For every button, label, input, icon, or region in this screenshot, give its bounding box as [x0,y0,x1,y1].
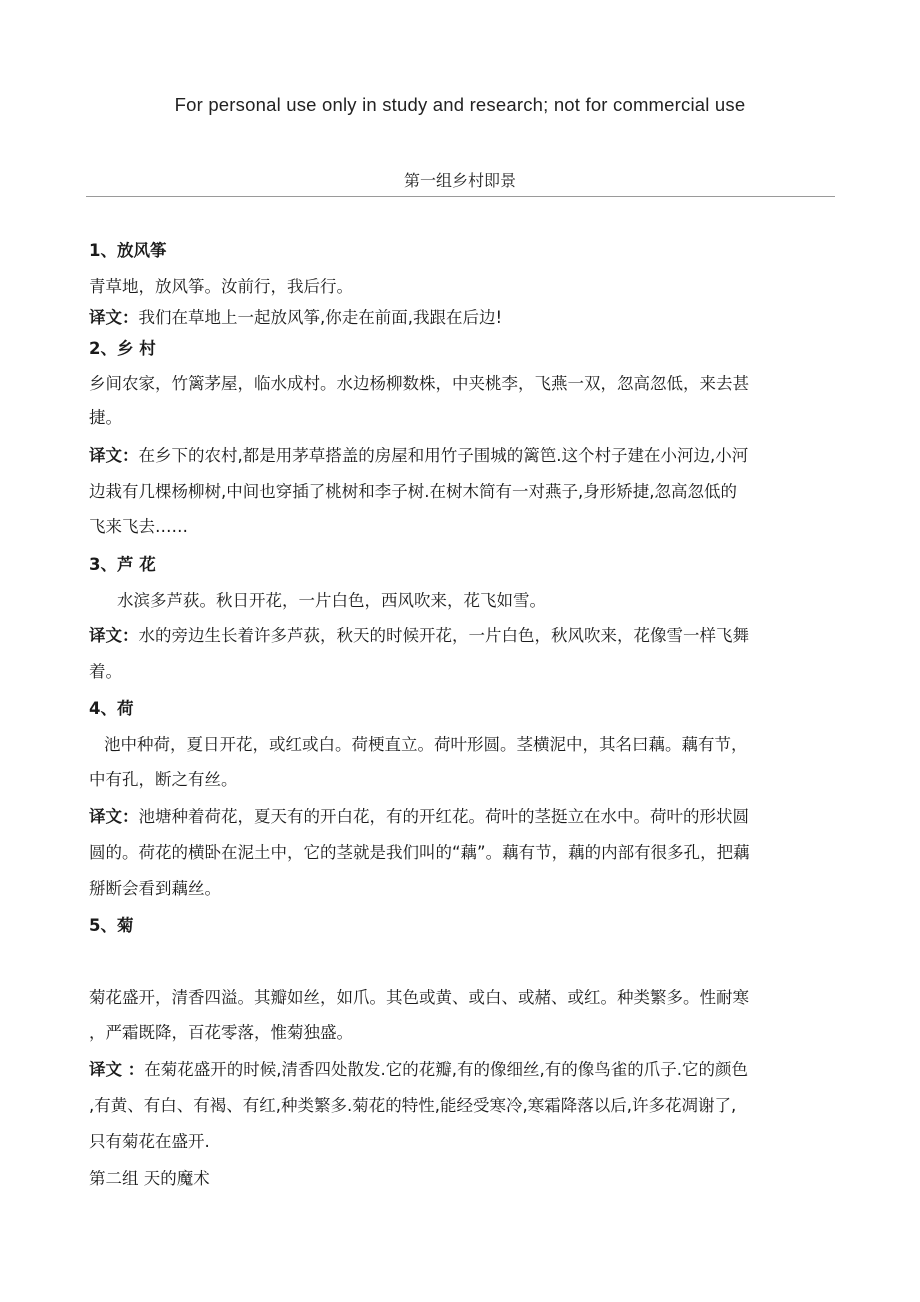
translation-line: 掰断会看到藕丝。 [89,879,221,898]
translation-label: 译文： [89,446,139,465]
translation-label: 译文 ： [89,1060,145,1079]
translation-text: 在乡下的农村,都是用茅草搭盖的房屋和用竹子围城的篱笆.这个村子建在小河边,小河 [138,446,749,465]
translation-line [89,1058,748,1082]
classical-text-line: 乡间农家，竹篱茅屋，临水成村。水边杨柳数株，中夹桃李，飞燕一双，忽高忽低，来去甚 [89,374,749,393]
page-header-title: 第一组乡村即景 [403,171,516,190]
section-heading: 2、乡 村 [89,339,156,358]
classical-text-line: 菊花盛开，清香四溢。其瓣如丝，如爪。其色或黄、或白、或赭、或红。种类繁多。性耐寒 [89,988,749,1007]
translation-line: ,有黄、有白、有褐、有红,种类繁多.菊花的特性,能经受寒冷,寒霜降落以后,许多花凋谢了, [89,1096,737,1115]
translation-line [89,624,749,648]
classical-text-line: 水滨多芦荻。秋日开花，一片白色，西风吹来，花飞如雪。 [117,591,546,610]
translation-label: 译文： [89,807,139,826]
section-heading: 1、放风筝 [89,241,167,260]
translation-text: 我们在草地上一起放风筝,你走在前面,我跟在后边! [138,308,503,327]
translation-text: 池塘种着荷花，夏天有的开白花，有的开红花。荷叶的茎挺立在水中。荷叶的形状圆 [138,807,749,826]
classical-text-line: 池中种荷，夏日开花，或红或白。荷梗直立。荷叶形圆。茎横泥中，其名曰藕。藕有节， [104,735,748,754]
translation-line: 圆的。荷花的横卧在泥土中，它的茎就是我们叫的“藕”。藕有节，藕的内部有很多孔，把藕 [89,843,750,862]
translation-text: 在菊花盛开的时候,清香四处散发.它的花瓣,有的像细丝,有的像鸟雀的爪子.它的颜色 [144,1060,748,1079]
next-group-title: 第二组 天的魔术 [89,1169,210,1188]
translation-line: 飞来飞去…… [89,517,188,536]
section-heading: 5、菊 [89,916,134,935]
translation-line [89,805,749,829]
classical-text-line: 青草地，放风筝。汝前行，我后行。 [89,277,353,296]
translation-line: 着。 [89,662,122,681]
classical-text-line: 中有孔，断之有丝。 [89,770,238,789]
classical-text-line: ，严霜既降，百花零落，惟菊独盛。 [89,1023,353,1042]
disclaimer: For personal use only in study and research; not for commercial use [174,94,746,115]
translation-line [89,444,748,468]
translation-line: 只有菊花在盛开. [89,1132,210,1151]
translation-line [89,306,502,330]
classical-text-line: 捷。 [89,408,122,427]
translation-label: 译文： [89,626,139,645]
translation-label: 译文： [89,308,139,327]
translation-line: 边栽有几棵杨柳树,中间也穿插了桃树和李子树.在树木简有一对燕子,身形矫捷,忽高忽低的 [89,482,737,501]
section-heading: 4、荷 [89,699,134,718]
translation-text: 水的旁边生长着许多芦荻，秋天的时候开花，一片白色，秋风吹来，花像雪一样飞舞 [138,626,749,645]
section-heading: 3、芦 花 [89,555,156,574]
header-divider [86,196,835,197]
